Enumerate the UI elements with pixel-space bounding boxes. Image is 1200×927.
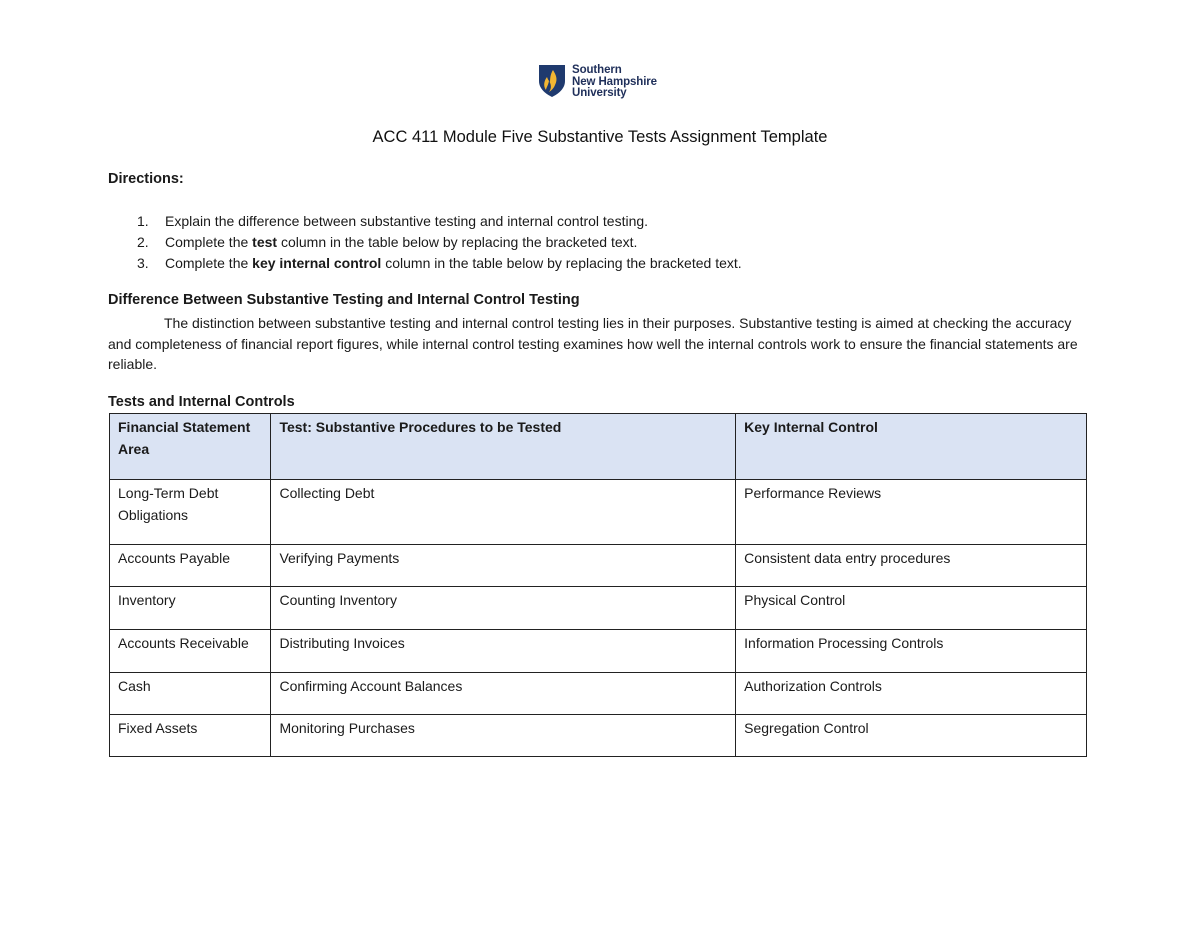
direction-number: 1. — [137, 213, 149, 229]
difference-paragraph — [108, 313, 1093, 375]
cell-control: Performance Reviews — [736, 480, 1087, 545]
cell-control: Information Processing Controls — [736, 630, 1087, 673]
table-row — [110, 715, 1087, 757]
cell-control: Physical Control — [736, 587, 1087, 630]
cell-area: Accounts Payable — [110, 545, 271, 587]
header-key-internal-control: Key Internal Control — [736, 414, 1087, 480]
table-row — [110, 630, 1087, 673]
logo-wordmark — [572, 65, 657, 100]
logo-line-2: New Hampshire — [572, 75, 657, 88]
cell-control: Authorization Controls — [736, 673, 1087, 715]
cell-test: Monitoring Purchases — [271, 715, 736, 757]
cell-area: Long-Term Debt Obligations — [110, 480, 271, 545]
cell-area: Accounts Receivable — [110, 630, 271, 673]
document-title: ACC 411 Module Five Substantive Tests Assignment Template — [372, 128, 828, 146]
direction-item — [108, 232, 742, 253]
header-financial-statement-area: Financial Statement Area — [110, 414, 271, 480]
difference-heading: Difference Between Substantive Testing and Internal Control Testing — [108, 292, 580, 308]
direction-number: 2. — [137, 234, 149, 250]
table-header-row — [110, 414, 1087, 480]
cell-test: Distributing Invoices — [271, 630, 736, 673]
direction-item — [108, 211, 742, 232]
cell-control: Segregation Control — [736, 715, 1087, 757]
directions-heading: Directions: — [108, 171, 184, 187]
table-row — [110, 673, 1087, 715]
logo-line-1: Southern — [572, 64, 622, 76]
direction-text-bold: key internal control — [252, 255, 382, 271]
university-logo — [538, 64, 657, 100]
cell-control: Consistent data entry procedures — [736, 545, 1087, 587]
cell-test: Collecting Debt — [271, 480, 736, 545]
table-row — [110, 587, 1087, 630]
direction-text-post: column in the table below by replacing the bracketed text. — [277, 234, 638, 250]
cell-test: Counting Inventory — [271, 587, 736, 630]
shield-logo-icon — [538, 64, 566, 98]
direction-text: Explain the difference between substantive testing and internal control testing. — [165, 213, 649, 229]
logo-line-3: University — [572, 87, 627, 99]
header-test: Test: Substantive Procedures to be Tested — [271, 414, 736, 480]
direction-item — [108, 253, 742, 274]
difference-paragraph-text: The distinction between substantive testing and internal control testing lies in their purposes. Substantive testing is aimed at checking the accuracy and completeness of financial report figures, while internal control testing examines how well the internal controls work to ensure the financial statements are reliable. — [108, 315, 1078, 372]
tests-heading: Tests and Internal Controls — [108, 394, 295, 410]
direction-text-pre: Complete the — [165, 255, 253, 271]
direction-text-bold: test — [252, 234, 278, 250]
direction-number: 3. — [137, 255, 149, 271]
tests-controls-table — [109, 413, 1087, 757]
cell-test: Verifying Payments — [271, 545, 736, 587]
table-row — [110, 480, 1087, 545]
table-row — [110, 545, 1087, 587]
direction-text-post: column in the table below by replacing the bracketed text. — [381, 255, 742, 271]
directions-list — [108, 211, 742, 274]
cell-test: Confirming Account Balances — [271, 673, 736, 715]
cell-area: Fixed Assets — [110, 715, 271, 757]
cell-area: Inventory — [110, 587, 271, 630]
direction-text-pre: Complete the — [165, 234, 253, 250]
cell-area: Cash — [110, 673, 271, 715]
